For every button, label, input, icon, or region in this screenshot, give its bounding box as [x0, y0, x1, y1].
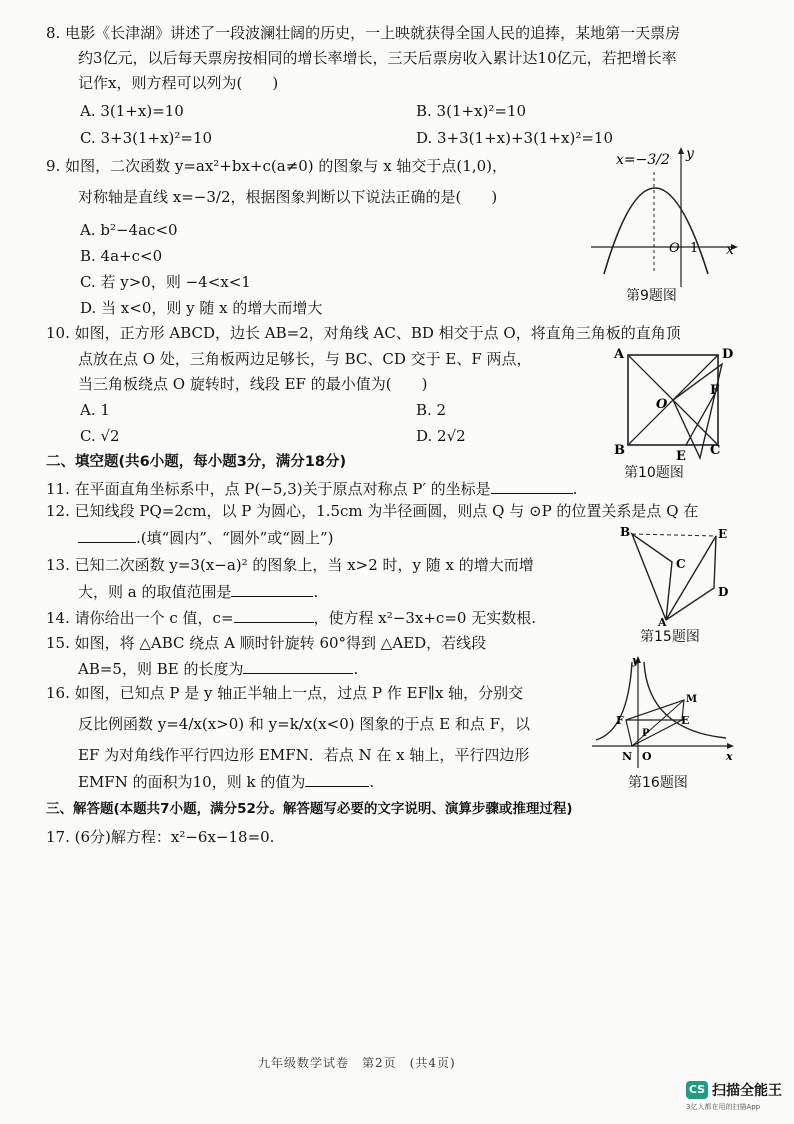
q9-origin-label: O	[669, 241, 680, 256]
scanner-logo-icon: CS	[686, 1081, 708, 1099]
q11-answer-blank[interactable]	[491, 477, 573, 494]
q10-line1: 10. 如图，正方形 ABCD，边长 AB=2，对角线 AC、BD 相交于点 O，将直角三角板的直角顶	[46, 324, 681, 342]
page-footer: 九年级数学试卷 第2页 (共4页)	[258, 1056, 456, 1070]
q16-x-arrow-icon	[727, 743, 734, 749]
q16-label-p: P	[642, 728, 650, 739]
q8-option-a: A. 3(1+x)=10	[80, 102, 184, 120]
q10-line2: 点放在点 O 处，三角板两边足够长，与 BC、CD 交于 E、F 两点，	[78, 350, 532, 368]
q15-label-d: D	[718, 585, 729, 599]
q13-answer-blank[interactable]	[231, 580, 313, 597]
q10-label-c: C	[710, 443, 721, 458]
q8-option-c: C. 3+3(1+x)²=10	[80, 129, 213, 147]
q12-hint: .(填“圆内”、“圆外”或“圆上”)	[136, 529, 334, 547]
q10-square-figure	[610, 340, 740, 465]
q16-curve-negative	[596, 662, 632, 740]
q8-option-b: B. 3(1+x)²=10	[416, 102, 527, 120]
q14	[46, 606, 536, 629]
q16-parallelogram	[626, 700, 684, 746]
q16-line2: 反比例函数 y=4/x(x>0) 和 y=k/x(x<0) 图象的于点 E 和点 F，以	[78, 715, 531, 733]
q9-axis-of-symmetry-label: x=−3/2	[616, 152, 670, 168]
q13-line2	[78, 580, 318, 603]
scanner-logo-tagline: 3亿人都在用的扫描App	[686, 1103, 761, 1111]
q15-label-e: E	[718, 527, 728, 541]
q9-option-a: A. b²−4ac<0	[80, 221, 178, 239]
q9-one-label: 1	[690, 241, 699, 256]
q15-text: AB=5，则 BE 的长度为	[78, 660, 244, 678]
q9-option-b: B. 4a+c<0	[80, 247, 163, 265]
q15-label-a: A	[658, 616, 667, 626]
q10-figure-caption: 第10题图	[624, 465, 684, 481]
q15-line2	[78, 657, 358, 680]
q9-parabola	[604, 188, 708, 274]
q9-y-label: y	[686, 146, 694, 162]
q15-figure-caption: 第15题图	[640, 629, 700, 645]
q15-label-b: B	[620, 525, 631, 539]
q9-parabola-figure	[586, 142, 746, 292]
q15-answer-blank[interactable]	[243, 657, 353, 674]
q14-answer-blank[interactable]	[234, 606, 314, 623]
q15-segment-be	[632, 534, 716, 536]
q16-line1: 16. 如图，已知点 P 是 y 轴正半轴上一点，过点 P 作 EF∥x 轴，分别交	[46, 684, 524, 702]
q9-option-c: C. 若 y>0，则 −4<x<1	[80, 273, 251, 291]
q10-option-d: D. 2√2	[416, 427, 466, 445]
q16-answer-blank[interactable]	[305, 770, 369, 787]
q13-line1: 13. 已知二次函数 y=3(x−a)² 的图象上，当 x>2 时，y 随 x 的增大而增	[46, 556, 534, 574]
q11-end: .	[572, 480, 578, 498]
scanner-logo-name: 扫描全能王	[712, 1083, 782, 1099]
q14-text-2: ，使方程 x²−3x+c=0 无实数根.	[313, 609, 536, 627]
q13-text: 大，则 a 的取值范围是	[78, 583, 232, 601]
q16-label-o: O	[642, 750, 652, 763]
section-3-heading: 三、解答题(本题共7小题，满分52分。解答题写必要的文字说明、演算步骤或推理过程)	[46, 801, 573, 817]
q17: 17. (6分)解方程：x²−6x−18=0.	[46, 828, 275, 846]
q9-y-arrow-icon	[678, 147, 684, 154]
q16-label-m: M	[686, 694, 698, 705]
q12-line1: 12. 已知线段 PQ=2cm，以 P 为圆心，1.5cm 为半径画圆，则点 Q 与 ⊙P 的位置关系是点 Q 在	[46, 502, 699, 520]
q16-hyperbola-figure	[588, 652, 738, 772]
q8-option-d: D. 3+3(1+x)+3(1+x)²=10	[416, 129, 614, 147]
q16-x-label: x	[726, 750, 733, 763]
q16-label-e: E	[681, 714, 690, 727]
q15-triangle-abc	[632, 534, 672, 620]
q11	[46, 477, 577, 500]
q10-label-f: F	[710, 383, 720, 398]
q15-triangle-aed	[666, 536, 716, 620]
q9-line2: 对称轴是直线 x=−3/2，根据图象判断以下说法正确的是( )	[78, 188, 498, 206]
q16-figure-caption: 第16题图	[628, 775, 688, 791]
q10-line3: 当三角板绕点 O 旋转时，线段 EF 的最小值为( )	[78, 375, 428, 393]
q9-option-d: D. 当 x<0，则 y 随 x 的增大而增大	[80, 299, 323, 317]
q10-label-e: E	[676, 449, 686, 464]
q12-answer-blank[interactable]	[78, 526, 136, 543]
q10-label-o: O	[656, 397, 668, 412]
q16-end: .	[369, 773, 375, 791]
q8-line2: 约3亿元，以后每天票房按相同的增长率增长，三天后票房收入累计达10亿元，若把增长率	[78, 49, 677, 67]
q14-text: 14. 请你给出一个 c 值，c=	[46, 609, 234, 627]
q12-line2	[78, 526, 333, 549]
q9-figure-caption: 第9题图	[626, 288, 677, 304]
q16-label-f: F	[616, 714, 624, 727]
q15-rotation-figure	[614, 522, 744, 626]
q15-line1: 15. 如图，将 △ABC 绕点 A 顺时针旋转 60°得到 △AED，若线段	[46, 634, 487, 652]
q9-line1: 9. 如图，二次函数 y=ax²+bx+c(a≠0) 的图象与 x 轴交于点(1,0)，	[46, 157, 507, 175]
q11-text: 11. 在平面直角坐标系中，点 P(−5,3)关于原点对称点 P′ 的坐标是	[46, 480, 491, 498]
q8-line1: 8. 电影《长津湖》讲述了一段波澜壮阔的历史，一上映就获得全国人民的追捧，某地第一天票房	[46, 24, 681, 42]
q16-text: EMFN 的面积为10，则 k 的值为	[78, 773, 306, 791]
q15-end: .	[353, 660, 359, 678]
q10-label-b: B	[614, 443, 625, 458]
q10-label-a: A	[614, 347, 625, 362]
q16-y-label: y	[632, 654, 639, 667]
q16-line4	[78, 770, 374, 793]
q10-label-d: D	[722, 347, 734, 362]
q10-option-c: C. √2	[80, 427, 120, 445]
section-2-heading: 二、填空题(共6小题，每小题3分，满分18分)	[46, 454, 347, 470]
q13-end: .	[313, 583, 319, 601]
q8-line3: 记作x，则方程可以列为( )	[78, 74, 279, 92]
q10-option-a: A. 1	[80, 401, 110, 419]
q9-x-label: x	[726, 242, 734, 258]
q16-line3: EF 为对角线作平行四边形 EMFN．若点 N 在 x 轴上，平行四边形	[78, 746, 530, 764]
q16-label-n: N	[622, 750, 633, 763]
scanner-logo	[686, 1080, 782, 1100]
q10-option-b: B. 2	[416, 401, 447, 419]
q15-label-c: C	[676, 557, 686, 571]
